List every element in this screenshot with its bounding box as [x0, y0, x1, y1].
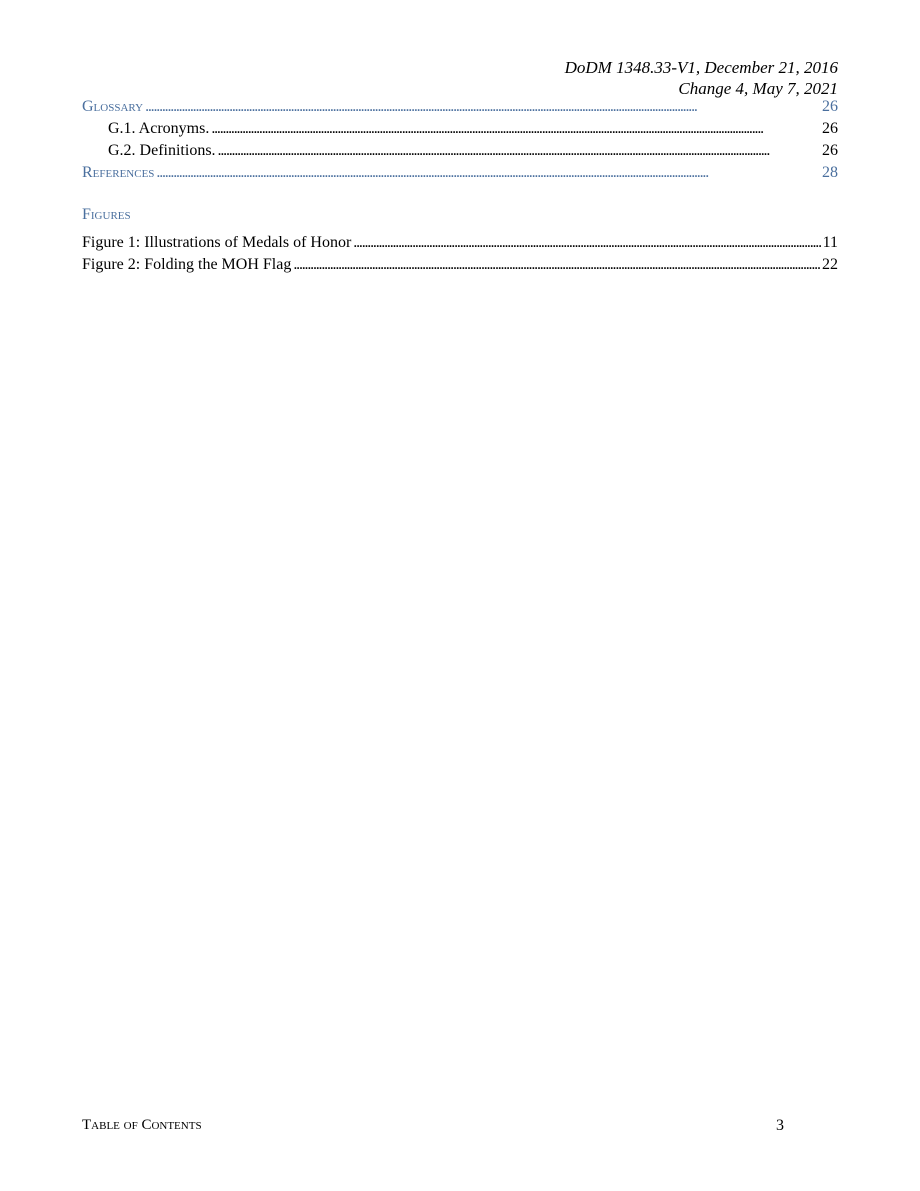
header-doc-id: DoDM 1348.33-V1, December 21, 2016	[564, 58, 838, 77]
toc-entry-definitions[interactable]	[82, 140, 838, 162]
toc-entry-page: 26	[822, 98, 838, 115]
footer-section-title: Table of Contents	[82, 1117, 202, 1133]
figure-entry-label: Figure 1: Illustrations of Medals of Honor	[82, 234, 352, 251]
figure-entry-label: Figure 2: Folding the MOH Flag	[82, 256, 292, 273]
dot-leader	[145, 96, 820, 118]
toc-entry-label: G.2. Definitions.	[108, 142, 216, 159]
dot-leader	[293, 254, 820, 276]
dot-leader	[353, 232, 820, 254]
header-change: Change 4, May 7, 2021	[678, 79, 838, 98]
toc-entry-label: References	[82, 164, 155, 181]
dot-leader	[156, 162, 820, 184]
figure-entry-1[interactable]	[82, 232, 838, 254]
dot-leader	[218, 140, 820, 162]
toc-entry-label: G.1. Acronyms.	[108, 120, 210, 137]
toc-entry-acronyms[interactable]	[82, 118, 838, 140]
document-header	[565, 57, 838, 99]
table-of-contents	[82, 96, 838, 276]
figure-entry-page: 11	[822, 234, 838, 251]
toc-entry-references[interactable]	[82, 162, 838, 184]
footer-page-number: 3	[776, 1117, 784, 1134]
toc-entry-page: 26	[822, 142, 838, 159]
toc-entry-glossary[interactable]	[82, 96, 838, 118]
toc-entry-page: 26	[822, 120, 838, 137]
dot-leader	[211, 118, 820, 140]
figure-entry-page: 22	[822, 256, 838, 273]
toc-entry-label: Glossary	[82, 98, 144, 115]
figure-entry-2[interactable]	[82, 254, 838, 276]
figures-heading: Figures	[82, 206, 131, 223]
toc-entry-page: 28	[822, 164, 838, 181]
